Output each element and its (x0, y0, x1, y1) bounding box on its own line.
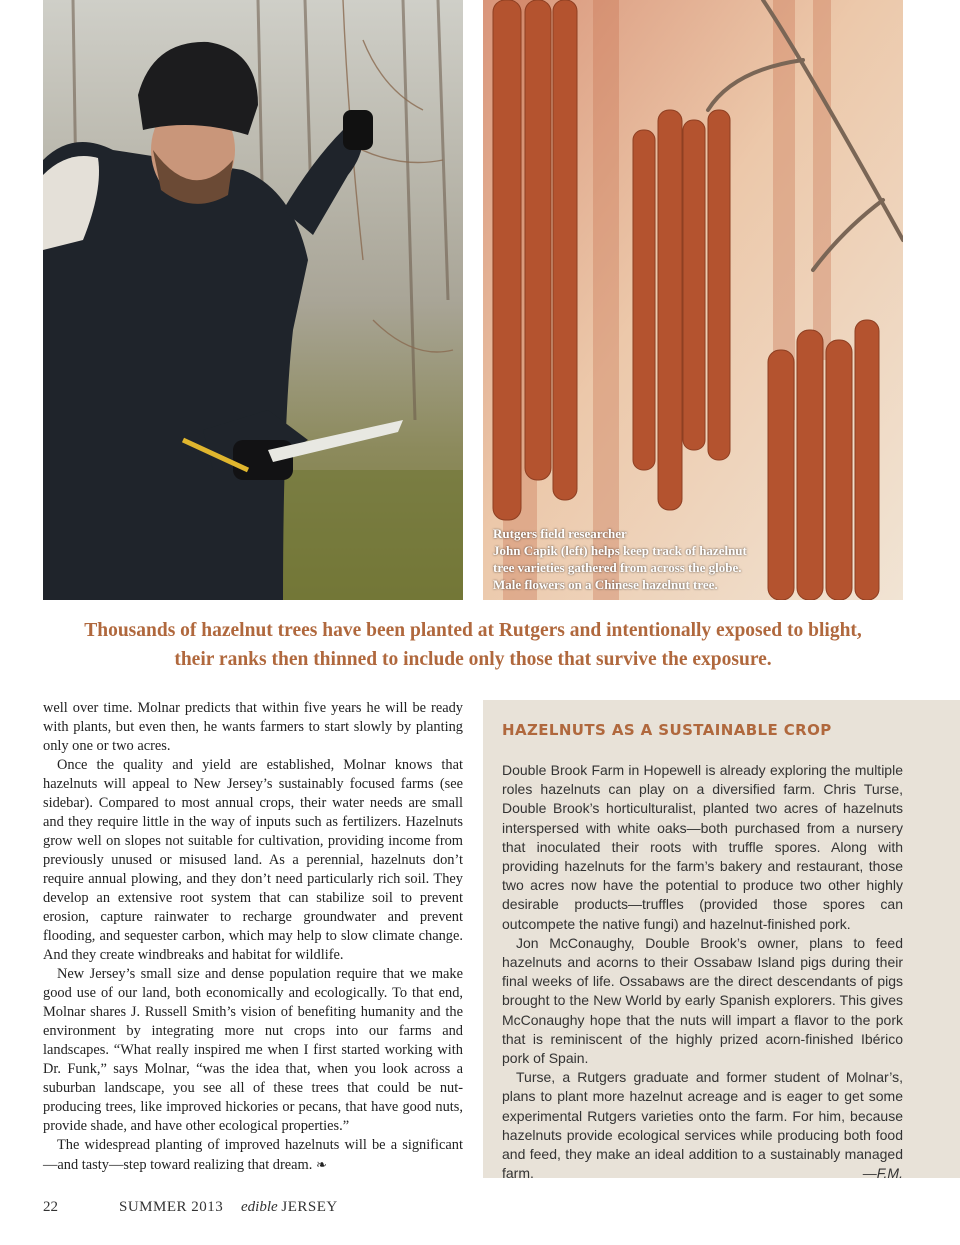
author-signoff: —F.M. (862, 1165, 903, 1182)
sidebar-final-text: Turse, a Rutgers graduate and former student of Molnar’s, plans to plant more hazelnut acreage and is eager to get some experimental Rutgers varieties onto the farm. For him, because hazelnuts provide ecological services while producing both food and feed, they make an ideal addition to a sustainably managed farm. (502, 1069, 903, 1182)
article-paragraph: Once the quality and yield are established, Molnar knows that hazelnuts will appeal to New Jersey’s sustainably focused farms (see sidebar). Compared to most annual crops, their water needs are small and they require little in the way of inputs such as fertilizers. Hazelnuts grow well on slopes not suitable for cultivation, providing income from previously unused or misused land. As a perennial, hazelnuts don’t require annual plowing, and they don’t need particularly rich soil. They develop an extensive root system that can stabilize soil to prevent erosion, capture rainwater to recharge groundwater and prevent flooding, and sequester carbon, which may help to slow climate change. And they create windbreaks and habitat for wildlife. (43, 757, 463, 963)
researcher-photo-illustration (43, 0, 463, 600)
pull-quote (43, 616, 903, 674)
sidebar-paragraph (502, 1068, 903, 1183)
caption-line: John Capik (left) helps keep track of hazelnut (493, 543, 747, 558)
photo-caption (493, 525, 783, 593)
article-final-text: The widespread planting of improved hazelnuts will be a significant—and tasty—step toward realizing that dream. (43, 1137, 463, 1173)
caption-line: Rutgers field researcher (493, 526, 627, 541)
researcher-photo (43, 0, 463, 600)
catkins-photo (483, 0, 903, 600)
caption-line: Male flowers on a Chinese hazelnut tree. (493, 577, 718, 592)
caption-line: tree varieties gathered from across the globe. (493, 560, 742, 575)
article-paragraph: well over time. Molnar predicts that within five years he will be ready with plants, but even then, he wants farmers to start slowly by planting only one or two acres. (43, 700, 463, 754)
pull-quote-line: their ranks then thinned to include only those that survive the exposure. (174, 649, 772, 670)
sidebar-paragraph: Double Brook Farm in Hopewell is already exploring the multiple roles hazelnuts can play on a diversified farm. Chris Turse, Double Brook’s horticulturalist, planted two acres of hazelnuts interspersed with white oaks—both purchased from a nursery that inoculated their roots with truffle spores. Along with providing hazelnuts for the farm’s bakery and restaurant, those two acres now have the potential to produce two other highly desirable products—truffles (provided those spores can outcompete the native fungi) and hazelnut-finished pork. (502, 762, 903, 932)
issue-label: SUMMER 2013 (119, 1199, 224, 1215)
page-number: 22 (43, 1199, 58, 1215)
article-paragraph: New Jersey’s small size and dense population require that we make good use of our land, both economically and ecologically. To that end, Molnar shares J. Russell Smith’s vision of benefiting humanity and the environment by integrating more nut crops into our farms and landscapes. “What really inspired me when I first started working with Dr. Funk,” says Molnar, “was the idea that, when you look across a suburban landscape, you see all of these trees that could be nut-producing trees, like improved hickories or pecans, that have good nuts, provide shade, and have other ecological properties.” (43, 966, 463, 1134)
sidebar-title: HAZELNUTS AS A SUSTAINABLE CROP (502, 721, 832, 739)
sidebar-box (483, 700, 960, 1182)
magazine-name-jersey: JERSEY (281, 1199, 338, 1215)
article-body (43, 699, 463, 1175)
catkins-photo-illustration (483, 0, 903, 600)
end-mark-icon: ❧ (315, 1157, 327, 1172)
pull-quote-line: Thousands of hazelnut trees have been planted at Rutgers and intentionally exposed to blight, (84, 620, 862, 641)
sidebar-body (502, 761, 903, 1183)
sidebar-paragraph: Jon McConaughy, Double Brook’s owner, plans to feed hazelnuts and acorns to their Ossabaw Island pigs during their final weeks of life. Ossabaws are the direct descendants of pigs brought to the New World by early Spanish explorers. This gives McConaughy hope that the nuts will impart a flavor to the pork that is reminiscent of the highly prized acorn-finished Ibérico pork of Spain. (502, 934, 903, 1067)
page-footer (43, 1199, 338, 1216)
article-paragraph (43, 1136, 463, 1175)
magazine-name-edible: edible (241, 1199, 278, 1215)
